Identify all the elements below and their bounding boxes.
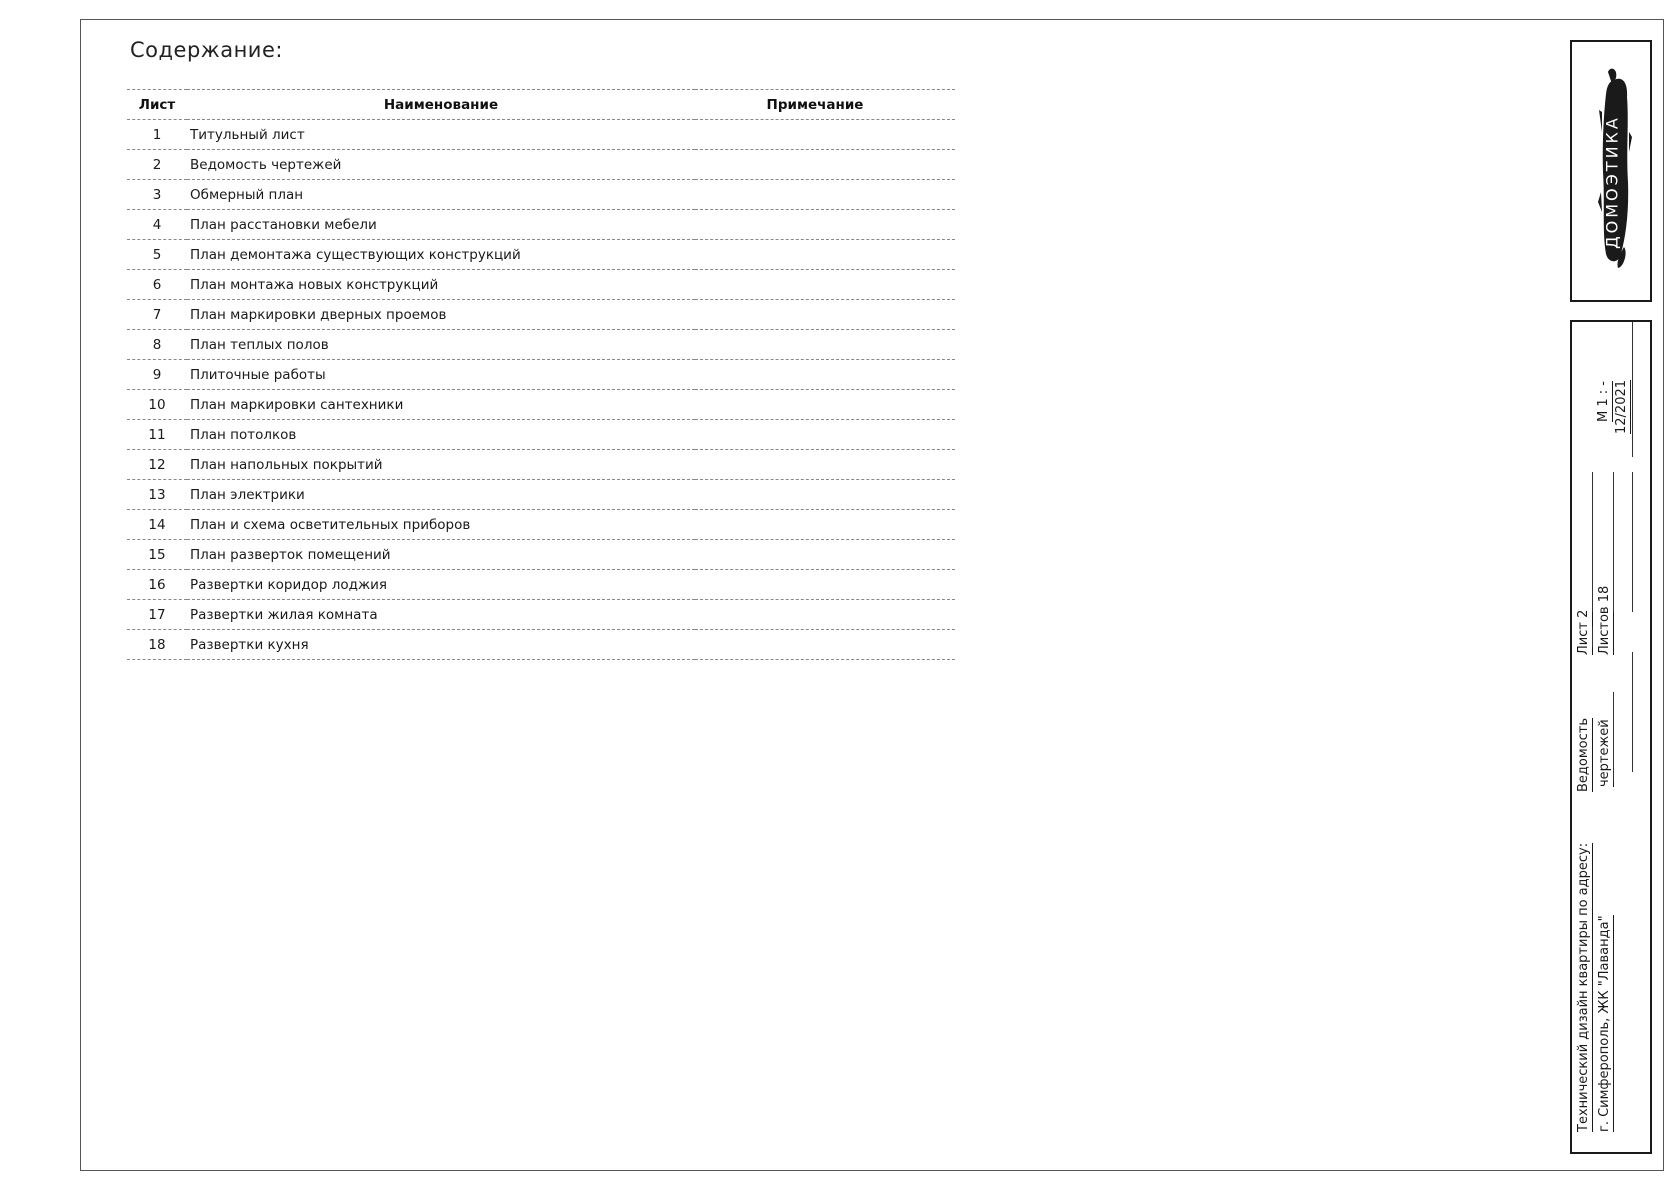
table-row (127, 210, 955, 240)
sheet-name-cell: Развертки коридор лоджия (187, 570, 695, 600)
table-row (127, 180, 955, 210)
sheet-name-cell: План расстановки мебели (187, 210, 695, 240)
note-cell (695, 360, 955, 390)
sheet-number-cell: 12 (127, 450, 187, 480)
rule (1592, 627, 1593, 647)
rule (1592, 472, 1593, 612)
sheet-number-cell: 18 (127, 630, 187, 660)
note-cell (695, 120, 955, 150)
table-row (127, 630, 955, 660)
sheet-name-cell: План теплых полов (187, 330, 695, 360)
sheet-name-cell: Плиточные работы (187, 360, 695, 390)
table-row (127, 450, 955, 480)
sheet-number-cell: 5 (127, 240, 187, 270)
note-cell (695, 480, 955, 510)
table-row (127, 330, 955, 360)
sheets-total: Листов 18 (1597, 585, 1612, 655)
sheet-name-cell: План напольных покрытий (187, 450, 695, 480)
page-title: Содержание: (130, 38, 283, 62)
note-cell (695, 630, 955, 660)
sheet-number-cell: 2 (127, 150, 187, 180)
table-row (127, 150, 955, 180)
note-cell (695, 210, 955, 240)
sheet-number-cell: 6 (127, 270, 187, 300)
sheet-name-cell: Ведомость чертежей (187, 150, 695, 180)
logo-box (1570, 40, 1652, 302)
sheet-name-cell: План демонтажа существующих конструкций (187, 240, 695, 270)
sheet-name-cell: План маркировки сантехники (187, 390, 695, 420)
note-cell (695, 330, 955, 360)
sheet-name-cell: План потолков (187, 420, 695, 450)
sheet-number-cell: 13 (127, 480, 187, 510)
project-line-1: Технический дизайн квартиры по адресу: (1576, 842, 1591, 1132)
sheet-title-line-2: чертежей (1597, 719, 1612, 787)
rule (1632, 652, 1633, 772)
sheet-name-cell: План монтажа новых конструкций (187, 270, 695, 300)
note-cell (695, 420, 955, 450)
scale-label: М 1 : - (1596, 381, 1611, 422)
note-cell (695, 540, 955, 570)
sheet-number-cell: 17 (127, 600, 187, 630)
project-line-2: г. Симферополь, ЖК "Лаванда" (1597, 915, 1612, 1132)
rule (1632, 322, 1633, 457)
note-cell (695, 300, 955, 330)
table-row (127, 360, 955, 390)
note-cell (695, 240, 955, 270)
sheet-number-cell: 11 (127, 420, 187, 450)
contents-table (127, 89, 955, 660)
rule (1613, 692, 1614, 782)
sheet-name-cell: План электрики (187, 480, 695, 510)
sheet-name-cell: План маркировки дверных проемов (187, 300, 695, 330)
table-row (127, 420, 955, 450)
date-label: 12/2021 (1614, 379, 1629, 434)
note-cell (695, 450, 955, 480)
logo-text: ДОМОЭТИКА (1602, 115, 1622, 249)
table-row (127, 600, 955, 630)
note-cell (695, 150, 955, 180)
column-header-sheet: Лист (127, 90, 187, 120)
sheet-name-cell: Развертки жилая комната (187, 600, 695, 630)
sheet-number-cell: 3 (127, 180, 187, 210)
table-row (127, 570, 955, 600)
note-cell (695, 570, 955, 600)
sheet-name-cell: Обмерный план (187, 180, 695, 210)
sheet-name-cell: Развертки кухня (187, 630, 695, 660)
table-header-row (127, 90, 955, 120)
column-header-name: Наименование (187, 90, 695, 120)
sheet-number-cell: 16 (127, 570, 187, 600)
sheet-number: Лист 2 (1576, 609, 1591, 655)
table-row (127, 390, 955, 420)
table-row (127, 510, 955, 540)
sheet-number-cell: 15 (127, 540, 187, 570)
sheet-number-cell: 14 (127, 510, 187, 540)
note-cell (695, 510, 955, 540)
column-header-note: Примечание (695, 90, 955, 120)
rule (1613, 472, 1614, 612)
sheet-title-line-1: Ведомость (1576, 717, 1591, 792)
title-block (1570, 320, 1652, 1154)
table-row (127, 480, 955, 510)
sheet-name-cell: План и схема осветительных приборов (187, 510, 695, 540)
sheet-number-cell: 8 (127, 330, 187, 360)
table-row (127, 540, 955, 570)
note-cell (695, 390, 955, 420)
sheet-name-cell: Титульный лист (187, 120, 695, 150)
note-cell (695, 270, 955, 300)
sheet-number-cell: 7 (127, 300, 187, 330)
sheet-number-cell: 9 (127, 360, 187, 390)
note-cell (695, 600, 955, 630)
table-row (127, 270, 955, 300)
rule (1632, 472, 1633, 612)
table-row (127, 240, 955, 270)
table-row (127, 300, 955, 330)
sheet-number-cell: 10 (127, 390, 187, 420)
table-row (127, 120, 955, 150)
note-cell (695, 180, 955, 210)
sheet-number-cell: 1 (127, 120, 187, 150)
sheet-name-cell: План разверток помещений (187, 540, 695, 570)
sheet-number-cell: 4 (127, 210, 187, 240)
